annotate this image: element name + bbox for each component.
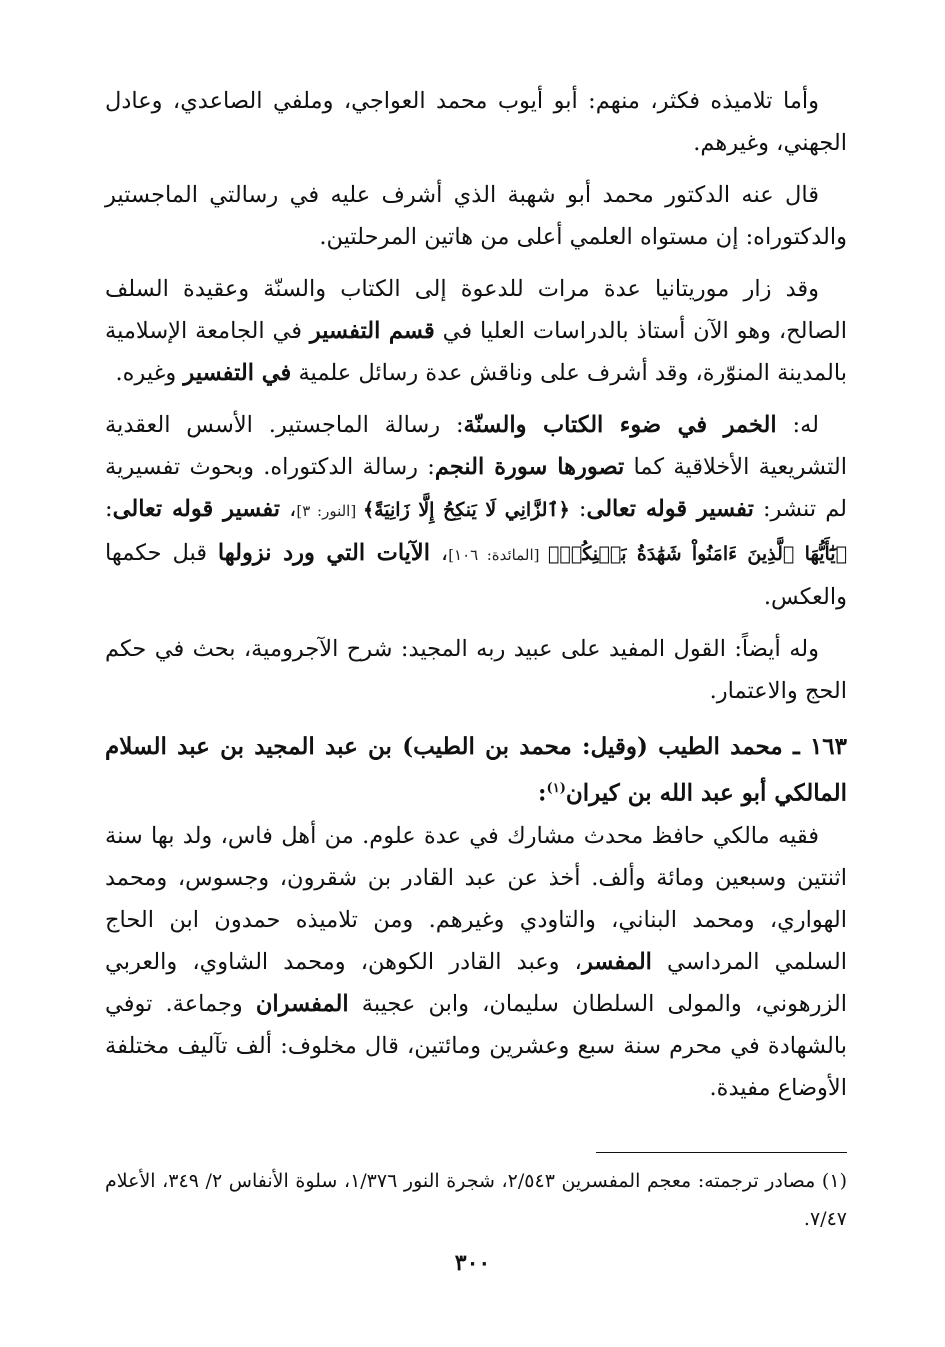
main-text <box>105 80 847 1119</box>
text-run: : رسالة الماجستير. الأسس العقدية التشريعية الأخلاقية كما <box>105 412 847 480</box>
bold-term: تفسير قوله تعالى <box>112 496 280 522</box>
paragraph-career <box>105 268 847 394</box>
verse-reference: [المائدة: ١٠٦] <box>448 546 549 564</box>
text-run: : <box>569 496 587 522</box>
paragraph-works <box>105 404 847 618</box>
paragraph-biography <box>105 815 847 1109</box>
text-run: ، وعبد القادر الكوهن، ومحمد الشاوي، والعربي الزرهوني، والمولى السلطان سليمان، وابن عجيبة <box>105 948 847 1017</box>
paragraph-testimony <box>105 174 847 258</box>
book-title: الخمر في ضوء الكتاب والسنّة <box>463 412 777 438</box>
entry-heading <box>105 726 847 815</box>
verse-reference: [النور: ٣] <box>296 502 363 520</box>
bold-term: في التفسير <box>183 360 292 386</box>
paragraph-other-works <box>105 628 847 712</box>
text-run: وقد زار موريتانيا عدة مرات للدعوة إلى الكتاب والسنّة وعقيدة السلف الصالح، وهو الآن أستاذ بالدراسات العليا في <box>105 276 847 344</box>
paragraph-students-text: وأما تلاميذه فكثر، منهم: أبو أيوب محمد العواجي، وملفي الصاعدي، وعادل الجهني، وغيرهم. <box>105 88 847 156</box>
bold-term: الآيات التي ورد نزولها <box>217 540 431 566</box>
text-run: في الجامعة الإسلامية بالمدينة المنوّرة، وقد أشرف على وناقش عدة رسائل علمية <box>105 318 847 386</box>
footnote-text: (١) مصادر ترجمته: معجم المفسرين ٢/٥٤٣، شجرة النور ١/٣٧٦، سلوة الأنفاس ٢/ ٣٤٩، الأعلام ٧/٤٧. <box>105 1170 847 1230</box>
quran-verse: ﴿يَٰٓأَيُّهَا ٱلَّذِينَ ءَامَنُواْ شَهَٰدَةُ بَيۡنِكُمۡ﴾ <box>548 543 847 565</box>
entry-heading-text: ١٦٣ ـ محمد الطيب (وقيل: محمد بن الطيب) بن عبد المجيد بن عبد السلام المالكي أبو عبد الله بن كيران <box>105 733 847 807</box>
paragraph-testimony-text: قال عنه الدكتور محمد أبو شهبة الذي أشرف عليه في رسالتي الماجستير والدكتوراه: إن مستواه العلمي أعلى من هاتين المرحلتين. <box>105 182 847 250</box>
bold-term: المفسران <box>255 990 349 1017</box>
quran-verse: ﴿ٱلزَّانِي لَا يَنكِحُ إِلَّا زَانِيَةً﴾ <box>362 499 570 521</box>
text-run: : رسالة الدكتوراه. وبحوث تفسيرية لم تنشر: <box>105 454 848 522</box>
text-run: قبل حكمها والعكس. <box>105 540 847 610</box>
text-run: وجماعة. توفي بالشهادة في محرم سنة سبع وعشرين ومائتين، قال مخلوف: ألف تآليف مختلفة الأوضاع مفيدة. <box>105 990 847 1101</box>
text-run: وغيره. <box>115 360 184 386</box>
bold-term: قسم التفسير <box>309 318 435 344</box>
text-run: : <box>105 496 113 522</box>
text-run: ، <box>430 540 449 566</box>
bold-term: تفسير قوله تعالى <box>586 496 754 522</box>
book-title: تصورها سورة النجم <box>434 454 625 480</box>
bold-term: المفسر <box>581 948 652 975</box>
footnote-marker: (١) <box>546 781 566 796</box>
paragraph-students <box>105 80 847 164</box>
text-run: له: <box>776 412 819 438</box>
page-number: ٣٠٠ <box>454 1250 491 1276</box>
text-run: ، <box>280 496 297 522</box>
footnote <box>105 1162 847 1238</box>
footnote-divider <box>596 1152 847 1153</box>
text-run: فقيه مالكي حافظ محدث مشارك في عدة علوم. من أهل فاس، ولد بها سنة اثنتين وسبعين ومائة وألف. أخذ عن عبد القادر بن شقرون، وجسوس، ومحمد الهواري، ومحمد البناني، والتاودي وغيرهم. ومن تلاميذه حمدون ابن الحاج السلمي المرداسي <box>105 822 847 975</box>
paragraph-other-works-text: وله أيضاً: القول المفيد على عبيد ربه المجيد: شرح الآجرومية، بحث في حكم الحج والاعتمار. <box>105 636 847 704</box>
text-run: : <box>538 779 547 807</box>
